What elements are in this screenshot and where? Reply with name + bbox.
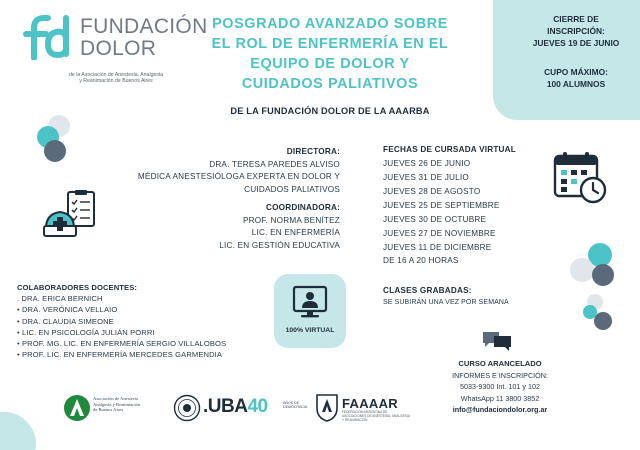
date-item: JUEVES 28 DE AGOSTO [383,187,481,196]
course-fee-heading: CURSO ARANCELADO [458,359,542,368]
course-contact-info [420,358,580,416]
director-role1: MÉDICA ANESTESIÓLOGA EXPERTA EN DOLOR Y [137,172,340,181]
director-heading: DIRECTORA: [286,147,340,156]
title-line4: CUIDADOS PALIATIVOS [241,76,419,92]
info-label: INFORMES E INSCRIPCIÓN: [452,370,548,380]
aaarba-emblem-icon [63,394,91,422]
uba-label: .UBA [203,396,248,417]
collaborator-item: • DRA. CLAUDIA SIMEONE [17,316,114,326]
logo-sub-line2: y Reanimación de Buenos Aires [79,78,153,85]
title-line3: EQUIPO DE DOLOR Y [250,56,410,72]
logo-name-line2: DOLOR [80,37,157,60]
title-line2: EL ROL DE ENFERMERÍA EN EL [211,36,449,52]
uba-small2: DEMOCRACIA [283,405,308,410]
collaborator-item: . DRA. ERICA BERNICH [17,294,103,304]
calendar-clock-icon [552,150,608,206]
collaborators-heading: COLABORADORES DOCENTES: [17,283,138,292]
date-item: JUEVES 11 DE DICIEMBRE [383,243,492,252]
uba-text [203,396,268,418]
directors-block [110,146,340,252]
aaarba-text [93,396,140,413]
coordinator-role2: LIC. EN GESTIÓN EDUCATIVA [219,240,340,250]
virtual-badge [274,274,346,348]
aaarba-logo [63,394,173,424]
aaarba-line3: de Buenos Aires [93,407,124,413]
aaarba-line2: Analgesia y Reanimación [93,401,141,407]
collaborator-item: • DRA. VERÓNICA VELLAIO [17,305,118,315]
chat-bubbles-icon [481,330,513,352]
faaaar-logo [314,392,424,424]
date-item: JUEVES 31 DE JULIO [383,173,469,182]
nurse-cap-clipboard-icon [40,190,102,246]
faaaar-text: FAAAAR [342,396,398,411]
logo-name-line1: FUNDACIÓN [80,15,208,38]
fd-monogram-icon [20,14,76,60]
date-item: JUEVES 30 DE OCTUBRE [383,215,487,224]
deadline-line1: CIERRE DE [553,14,599,24]
director-name: DRA. TERESA PAREDES ALVISO [209,159,340,169]
capacity-info [503,66,640,90]
date-item: JUEVES 26 DE JUNIO [383,159,471,168]
deadline-line2: INSCRIPCIÓN: [547,26,605,36]
title-line1: POSGRADO AVANZADO SOBRE [212,16,448,32]
video-call-icon [291,284,329,322]
collaborator-item: • LIC. EN PSICOLOGÍA JULIÁN PORRI [17,327,155,337]
date-item: JUEVES 27 DE NOVIEMBRE [383,229,496,238]
decor-circle [0,412,36,450]
uba-small1: AÑOS DE [283,401,300,405]
decor-circle [592,264,614,286]
faaaar-emblem-icon [314,392,340,422]
whatsapp-number: WhatsApp 11 3800 3852 [460,393,540,403]
uba-logo [173,392,308,424]
class-hours: DE 16 A 20 HORAS [383,256,459,265]
collaborator-item: • PROF. MG. LIC. EN ENFERMERÍA SERGIO VILLALOBOS [17,339,227,349]
registration-info-box [493,0,640,120]
coordinator-name: PROF. NORMA BENÍTEZ [242,215,340,225]
coordinator-heading: COORDINADORA: [265,203,340,212]
class-dates [383,143,553,255]
collaborators-list [17,282,277,360]
aaarba-line1: Asociación de Anestesia [93,396,138,401]
director-role2: CUIDADOS PALIATIVOS [244,184,340,194]
collaborator-item: • PROF. LIC. EN ENFERMERÍA MERCEDES GARMENDIA [17,350,223,360]
deadline-line3: JUEVES 19 DE JUNIO [532,38,620,48]
date-item: JUEVES 25 DE SEPTIEMBRE [383,201,500,210]
phone-number: 5033-9300 Int. 101 y 102 [460,382,540,391]
recorded-text: SE SUBIRÁN UNA VEZ POR SEMANA [383,299,509,306]
uba-number: 40 [247,396,268,417]
contact-email: info@fundaciondolor.org.ar [452,405,548,414]
logo-subtitle [36,72,196,85]
course-title [195,14,465,94]
course-subtitle: DE LA FUNDACIÓN DOLOR DE LA AAARBA [230,106,430,116]
uba-seal-icon [173,394,201,422]
registration-deadline [503,13,640,49]
recorded-heading: CLASES GRABADAS: [383,286,472,295]
capacity-line1: CUPO MÁXIMO: [544,67,608,77]
coordinator-role1: LIC. EN ENFERMERÍA [251,228,340,237]
uba-small [283,401,307,409]
decor-circle [594,312,612,330]
decor-circle [570,258,594,282]
faaaar-small: FEDERACIÓN ARGENTINA DE ASOCIACIONES DE ANESTESIA, ANALGESIA Y REANIMACIÓN [342,410,410,422]
virtual-label: 100% VIRTUAL [285,327,335,334]
logo-sub-line1: de la Asociación de Anestesia, Analgesia [68,72,164,78]
decor-circle [44,140,66,162]
dates-heading: FECHAS DE CURSADA VIRTUAL [383,145,516,154]
logo-name [80,16,208,60]
capacity-line2: 100 ALUMNOS [546,79,606,89]
